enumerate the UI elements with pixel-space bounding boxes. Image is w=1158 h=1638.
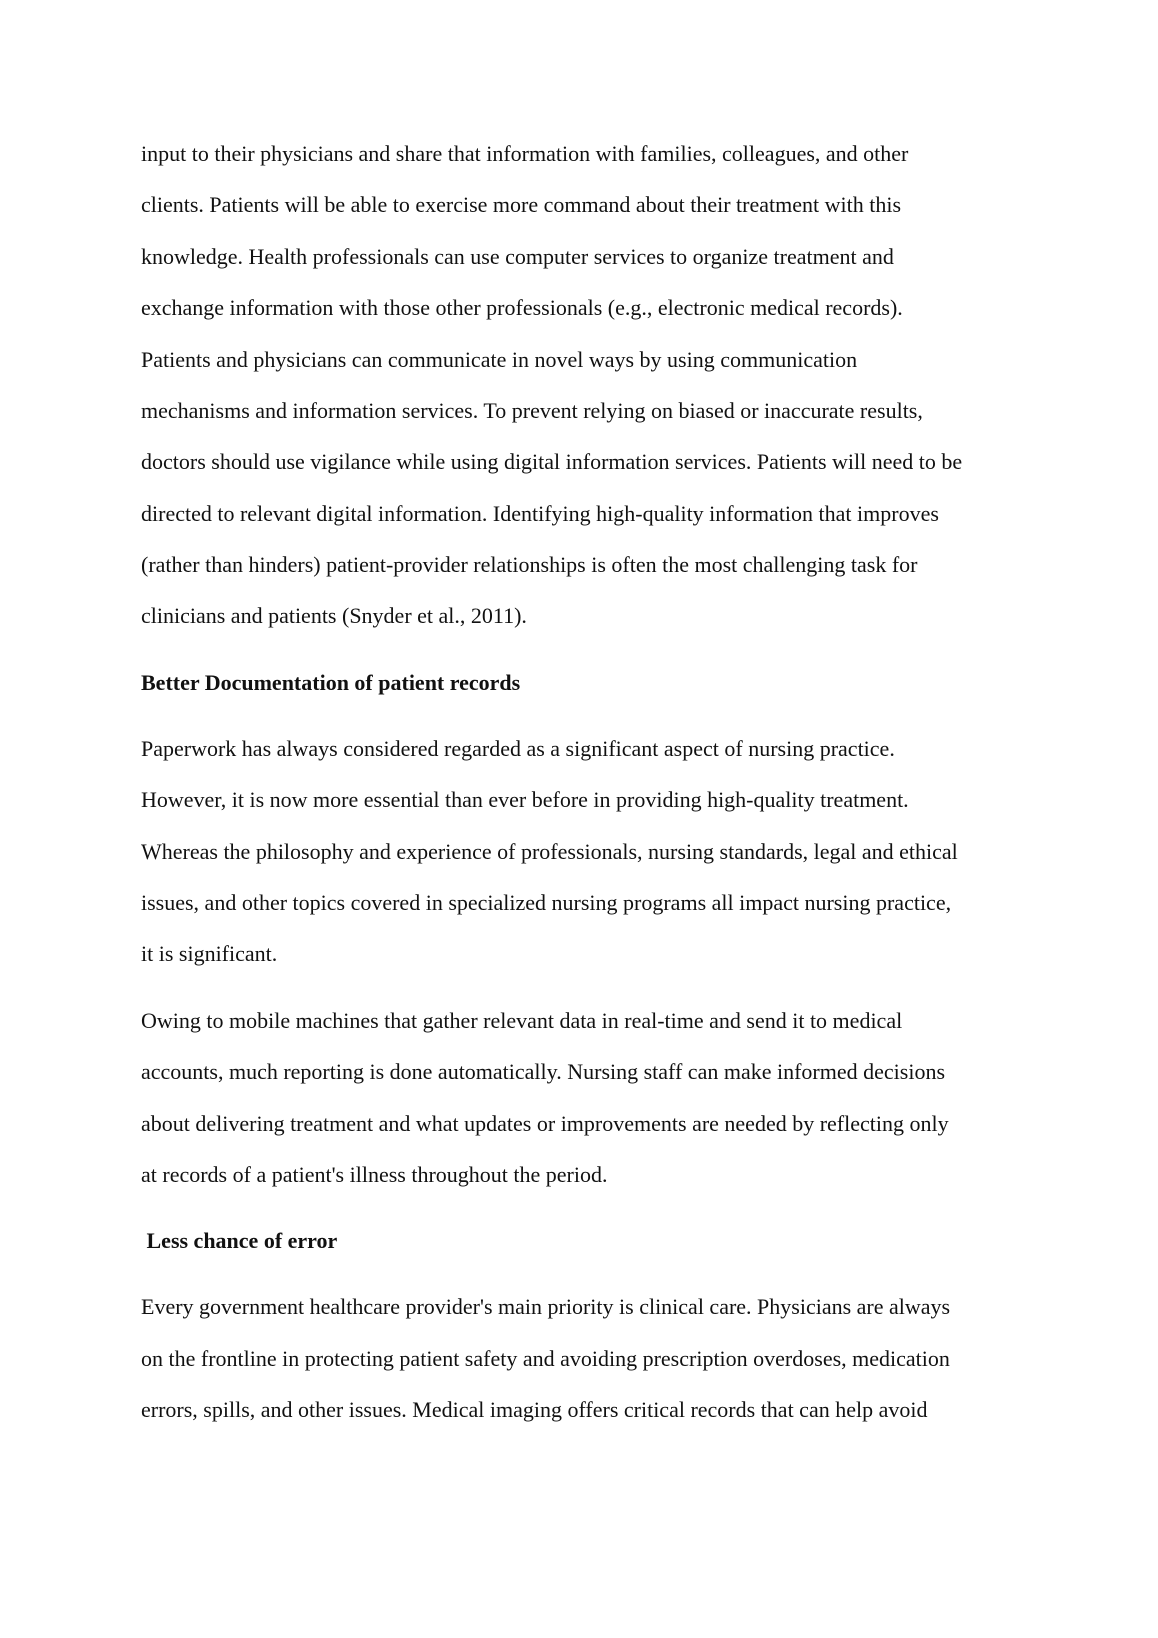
paragraph-1-line-6: mechanisms and information services. To prevent relying on biased or inaccurate results, xyxy=(141,398,923,423)
paragraph-2-line-5: it is significant. xyxy=(141,941,278,966)
paragraph-3-line-3: about delivering treatment and what updates or improvements are needed by reflecting only xyxy=(141,1111,949,1136)
paragraph-1-line-7: doctors should use vigilance while using digital information services. Patients will need to be xyxy=(141,449,963,474)
paragraph-1-line-9: (rather than hinders) patient-provider relationships is often the most challenging task for xyxy=(141,552,918,577)
paragraph-1-line-8: directed to relevant digital information. Identifying high-quality information that improves xyxy=(141,501,939,526)
paragraph-1-line-3: knowledge. Health professionals can use computer services to organize treatment and xyxy=(141,244,894,269)
paragraph-4-line-1: Every government healthcare provider's main priority is clinical care. Physicians are always xyxy=(141,1294,951,1319)
section-heading-error: Less chance of error xyxy=(141,1228,338,1253)
paragraph-2-line-3: Whereas the philosophy and experience of professionals, nursing standards, legal and ethical xyxy=(141,839,958,864)
paragraph-3-line-4: at records of a patient's illness throughout the period. xyxy=(141,1162,608,1187)
section-heading-documentation: Better Documentation of patient records xyxy=(141,670,521,695)
paragraph-1-line-4: exchange information with those other professionals (e.g., electronic medical records). xyxy=(141,295,903,320)
paragraph-1-line-10: clinicians and patients (Snyder et al., 2011). xyxy=(141,603,527,628)
paragraph-2-line-4: issues, and other topics covered in specialized nursing programs all impact nursing practice, xyxy=(141,890,952,915)
paragraph-1-line-2: clients. Patients will be able to exercise more command about their treatment with this xyxy=(141,192,902,217)
paragraph-1-line-5: Patients and physicians can communicate in novel ways by using communication xyxy=(141,347,858,372)
paragraph-3-line-1: Owing to mobile machines that gather relevant data in real-time and send it to medical xyxy=(141,1008,903,1033)
paragraph-2-line-1: Paperwork has always considered regarded as a significant aspect of nursing practice. xyxy=(141,736,895,761)
paragraph-3-line-2: accounts, much reporting is done automatically. Nursing staff can make informed decisions xyxy=(141,1059,945,1084)
paragraph-4-line-2: on the frontline in protecting patient safety and avoiding prescription overdoses, medication xyxy=(141,1346,950,1371)
paragraph-4-line-3: errors, spills, and other issues. Medical imaging offers critical records that can help avoid xyxy=(141,1397,928,1422)
paragraph-2-line-2: However, it is now more essential than ever before in providing high-quality treatment. xyxy=(141,787,909,812)
paragraph-1-line-1: input to their physicians and share that information with families, colleagues, and other xyxy=(141,141,909,166)
